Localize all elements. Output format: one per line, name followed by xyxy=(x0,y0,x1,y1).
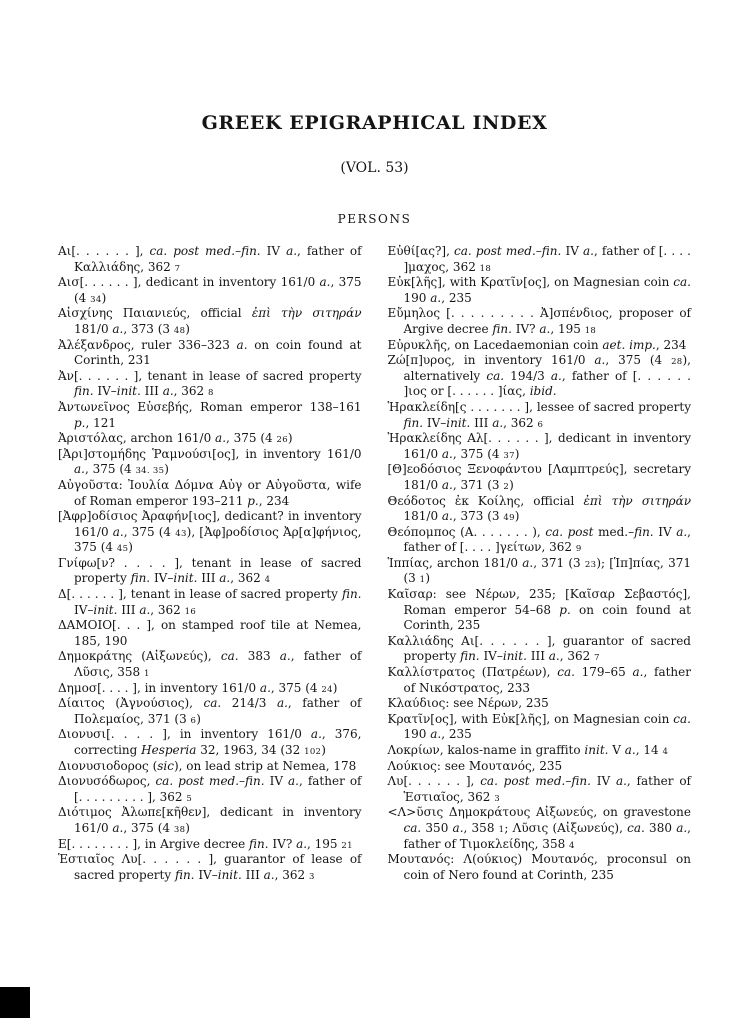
index-entry: Καλλίστρατος (Πατρέων), ca. 179–65 a., father of Νικόστρατος, 233 xyxy=(387,665,691,695)
index-entry: Διονυσι[. . . . ], in inventory 161/0 a., 376, correcting Hesperia 32, 1963, 34 (32 102) xyxy=(58,727,362,757)
page-title: GREEK EPIGRAPHICAL INDEX xyxy=(201,112,548,134)
index-entry: Καῖσαρ: see Νέρων, 235; [Καῖσαρ Σεβαστός], Roman emperor 54–68 p. on coin found at Corinth, 235 xyxy=(387,587,691,633)
index-entry: Αι[. . . . . . ], ca. post med.–fin. IV a., father of Καλλιάδης, 362 7 xyxy=(58,244,362,274)
index-entry: ΔΑΜΟΙΟ[. . . ], on stamped roof tile at Nemea, 185, 190 xyxy=(58,618,362,648)
index-entry: Ἀντωνεῖνος Εὐσεβής, Roman emperor 138–161 p., 121 xyxy=(58,399,362,430)
index-entry: Εὐρυκλῆς, on Lacedaemonian coin aet. imp., 234 xyxy=(387,337,687,352)
index-entry: Ζώ[π]υρος, in inventory 161/0 a., 375 (4 28), alternatively ca. 194/3 a., father of [. . . . . . ]ιος or [. . . . . . ]ίας, ibid. xyxy=(387,353,691,399)
index-column-right xyxy=(388,244,692,883)
index-entry: Λοκρίων, kalos-name in graffito init. V a., 14 4 xyxy=(387,743,669,757)
index-column-left xyxy=(58,244,362,883)
index-entry: Δ[. . . . . . ], tenant in lease of sacred property fin. IV–init. III a., 362 16 xyxy=(58,587,362,617)
index-entry: Διονυσόδωρος, ca. post med.–fin. IV a., father of [. . . . . . . . . ], 362 5 xyxy=(58,774,362,804)
scan-artifact-black-square xyxy=(0,987,30,1018)
index-entry: Αισ[. . . . . . ], dedicant in inventory 161/0 a., 375 (4 34) xyxy=(58,275,362,305)
index-entry: [Ἀφρ]οδίσιος Ἀραφήν[ιος], dedicant? in inventory 161/0 a., 375 (4 43), [Ἀφ]ροδίσιος Ἀρ[α]φήνιος, 375 (4 45) xyxy=(58,509,362,555)
index-entry: Δημοσ[. . . . ], in inventory 161/0 a., 375 (4 24) xyxy=(58,680,338,695)
index-entry: Εὔμηλος [. . . . . . . . . Ἀ]σπένδιος, proposer of Argive decree fin. IV? a., 195 18 xyxy=(387,306,691,336)
index-entry: Λούκιος: see Μουτανός, 235 xyxy=(387,758,563,773)
index-entry: Εὐκ[λῆς], with Κρατῖν[ος], on Magnesian coin ca. 190 a., 235 xyxy=(387,275,691,305)
index-entry: Διότιμος Ἀλωπε[κῆθεν], dedicant in inventory 161/0 a., 375 (4 38) xyxy=(58,805,362,835)
index-entry: Ἀλέξανδρος, ruler 336–323 a. on coin found at Corinth, 231 xyxy=(58,337,362,368)
volume-subtitle: (VOL. 53) xyxy=(340,160,409,176)
index-entry: Ἀν[. . . . . . ], tenant in lease of sacred property fin. IV–init. III a., 362 8 xyxy=(58,368,362,399)
index-entry: Δημοκράτης (Αἰξωνεύς), ca. 383 a., father of Λῦσις, 358 1 xyxy=(58,649,362,680)
index-entry: Διονυσιοδορος (sic), on lead strip at Nemea, 178 xyxy=(58,758,357,773)
index-entry: Κρατῖν[ος], with Εὐκ[λῆς], on Magnesian coin ca. 190 a., 235 xyxy=(387,711,691,742)
index-entry: Κλαύδιος: see Νέρων, 235 xyxy=(387,696,549,711)
index-entry: Ἡρακλείδη[ς . . . . . . . ], lessee of sacred property fin. IV–init. III a., 362 6 xyxy=(387,399,691,430)
index-entry: Ε[. . . . . . . . ], in Argive decree fin. IV? a., 195 21 xyxy=(58,836,353,851)
index-entry: Θεόδοτος ἐκ Κοίλης, official ἐπὶ τὴν σιτηράν 181/0 a., 373 (3 49) xyxy=(387,493,691,524)
index-entry: Ἱππίας, archon 181/0 a., 371 (3 23); [Ἱπ]πίας, 371 (3 1) xyxy=(387,555,691,586)
index-entry: Ἑστιαῖος Λυ[. . . . . . ], guarantor of lease of sacred property fin. IV–init. III a., 362 3 xyxy=(58,852,362,882)
index-entry: [Θ]εοδόσιος Ξενοφάντου [Λαμπτρεύς], secretary 181/0 a., 371 (3 2) xyxy=(387,462,691,492)
section-heading-persons: PERSONS xyxy=(337,212,412,226)
index-entry: Καλλιάδης Αι[. . . . . . ], guarantor of sacred property fin. IV–init. III a., 362 7 xyxy=(387,633,691,664)
index-entry: Ἡρακλείδης Αλ[. . . . . . ], dedicant in inventory 161/0 a., 375 (4 37) xyxy=(387,431,691,461)
index-entry: Λυ[. . . . . . ], ca. post med.–fin. IV a., father of Ἑστιαῖος, 362 3 xyxy=(387,774,691,804)
index-entry: Δίαιτος (Ἀγνούσιος), ca. 214/3 a., father of Πολεμαίος, 371 (3 6) xyxy=(58,696,362,726)
index-entry: Αὐγοῦστα: Ἰουλία Δόμνα Αὐγ or Αὐγοῦστα, wife of Roman emperor 193–211 p., 234 xyxy=(58,477,362,508)
index-entry: Μουτανός: Λ(ούκιος) Μουτανός, proconsul on coin of Nero found at Corinth, 235 xyxy=(387,852,691,882)
index-entry: [Ἀρι]στομήδης Ῥαμνούσι[ος], in inventory 161/0 a., 375 (4 34. 35) xyxy=(58,446,362,477)
index-entry: Ἀριστόλας, archon 161/0 a., 375 (4 26) xyxy=(58,431,293,446)
index-entry: Αἰσχίνης Παιανιεύς, official ἐπὶ τὴν σιτηράν 181/0 a., 373 (3 48) xyxy=(58,306,362,336)
index-entry: <Λ>ῦσις Δημοκράτους Αἰξωνεύς, on gravestone ca. 350 a., 358 1; Λῦσις (Αἰξωνεύς), ca. 380 a., father of Τιμοκλείδης, 358 4 xyxy=(387,805,691,851)
index-entry: Θεόπομπος (Α. . . . . . . ), ca. post med.–fin. IV a., father of [. . . . ]γείτων, 362 9 xyxy=(387,524,691,555)
index-entry: Γνίφω[ν? . . . . ], tenant in lease of sacred property fin. IV–init. III a., 362 4 xyxy=(58,555,362,586)
index-entry: Εὐθί[ας?], ca. post med.–fin. IV a., father of [. . . . ]μαχος, 362 18 xyxy=(387,244,691,274)
index-columns xyxy=(58,244,691,883)
